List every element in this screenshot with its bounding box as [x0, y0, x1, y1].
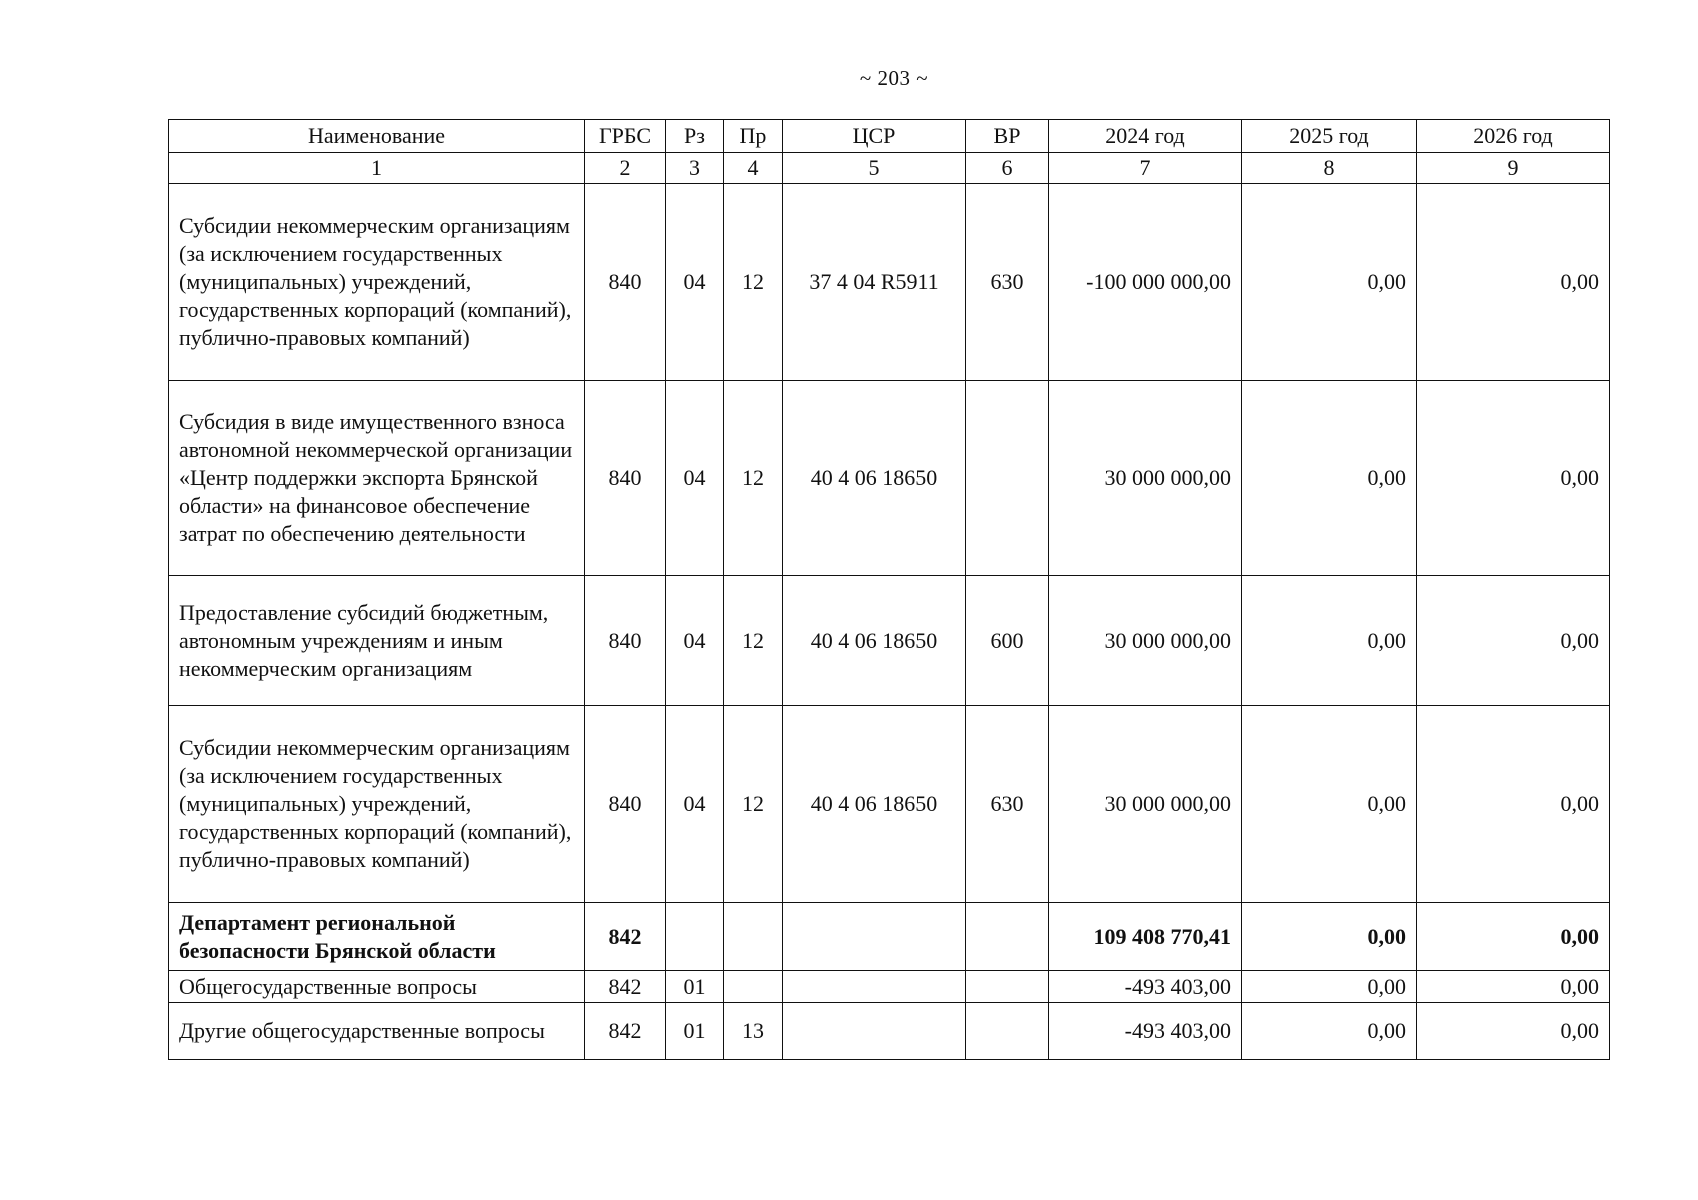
row-rz: 04: [666, 381, 724, 576]
row-grbs: 840: [585, 381, 666, 576]
row-name: Субсидии некоммерческим организациям (за исключением государственных (муниципальных) учреждений, государственных корпораций (компаний), публично-правовых компаний): [169, 706, 585, 903]
row-2024: -100 000 000,00: [1049, 184, 1242, 381]
row-2026: 0,00: [1417, 576, 1610, 706]
row-2025: 0,00: [1242, 576, 1417, 706]
row-pr: 12: [724, 576, 783, 706]
header-rz: Рз: [666, 120, 724, 153]
row-csr: 40 4 06 18650: [783, 381, 966, 576]
row-grbs: 842: [585, 971, 666, 1003]
row-csr: 40 4 06 18650: [783, 706, 966, 903]
row-pr: [724, 903, 783, 971]
row-name: Общегосударственные вопросы: [169, 971, 585, 1003]
header-name: Наименование: [169, 120, 585, 153]
table-row: [169, 706, 1610, 903]
row-2025: 0,00: [1242, 971, 1417, 1003]
row-vr: 600: [966, 576, 1049, 706]
column-number: 2: [585, 153, 666, 184]
column-number: 6: [966, 153, 1049, 184]
row-csr: [783, 903, 966, 971]
row-name: Предоставление субсидий бюджетным, автономным учреждениям и иным некоммерческим организациям: [169, 576, 585, 706]
row-name: Департамент региональной безопасности Брянской области: [169, 903, 585, 971]
column-number: 7: [1049, 153, 1242, 184]
column-number: 5: [783, 153, 966, 184]
column-number: 4: [724, 153, 783, 184]
row-vr: [966, 903, 1049, 971]
row-rz: 01: [666, 971, 724, 1003]
row-pr: [724, 971, 783, 1003]
row-csr: 37 4 04 R5911: [783, 184, 966, 381]
header-pr: Пр: [724, 120, 783, 153]
header-row: [169, 120, 1610, 153]
row-rz: 04: [666, 184, 724, 381]
header-2025: 2025 год: [1242, 120, 1417, 153]
row-2024: 109 408 770,41: [1049, 903, 1242, 971]
row-2024: -493 403,00: [1049, 1003, 1242, 1060]
table-row: [169, 184, 1610, 381]
row-pr: 12: [724, 184, 783, 381]
row-vr: 630: [966, 706, 1049, 903]
row-vr: [966, 971, 1049, 1003]
row-grbs: 840: [585, 184, 666, 381]
row-rz: 04: [666, 706, 724, 903]
row-csr: 40 4 06 18650: [783, 576, 966, 706]
row-2026: 0,00: [1417, 706, 1610, 903]
row-vr: [966, 381, 1049, 576]
row-2026: 0,00: [1417, 971, 1610, 1003]
budget-table: [168, 119, 1610, 1060]
header-csr: ЦСР: [783, 120, 966, 153]
row-name: Субсидия в виде имущественного взноса автономной некоммерческой организации «Центр поддержки экспорта Брянской области» на финансовое обеспечение затрат по обеспечению деятельности: [169, 381, 585, 576]
row-2024: 30 000 000,00: [1049, 706, 1242, 903]
row-2025: 0,00: [1242, 1003, 1417, 1060]
header-2024: 2024 год: [1049, 120, 1242, 153]
row-name: Другие общегосударственные вопросы: [169, 1003, 585, 1060]
row-csr: [783, 1003, 966, 1060]
row-grbs: 842: [585, 1003, 666, 1060]
row-pr: 12: [724, 706, 783, 903]
column-number: 9: [1417, 153, 1610, 184]
row-csr: [783, 971, 966, 1003]
table-row: [169, 903, 1610, 971]
column-number: 1: [169, 153, 585, 184]
page-number: ~ 203 ~: [859, 66, 929, 90]
row-rz: [666, 903, 724, 971]
column-number: 3: [666, 153, 724, 184]
row-2026: 0,00: [1417, 184, 1610, 381]
row-name: Субсидии некоммерческим организациям (за исключением государственных (муниципальных) учреждений, государственных корпораций (компаний), публично-правовых компаний): [169, 184, 585, 381]
header-2026: 2026 год: [1417, 120, 1610, 153]
row-2025: 0,00: [1242, 706, 1417, 903]
row-grbs: 840: [585, 576, 666, 706]
row-rz: 01: [666, 1003, 724, 1060]
column-number: 8: [1242, 153, 1417, 184]
row-2026: 0,00: [1417, 1003, 1610, 1060]
row-2024: 30 000 000,00: [1049, 576, 1242, 706]
column-number-row: [169, 153, 1610, 184]
row-2026: 0,00: [1417, 903, 1610, 971]
row-2024: 30 000 000,00: [1049, 381, 1242, 576]
row-grbs: 840: [585, 706, 666, 903]
table-row: [169, 576, 1610, 706]
header-grbs: ГРБС: [585, 120, 666, 153]
row-2025: 0,00: [1242, 381, 1417, 576]
row-2025: 0,00: [1242, 184, 1417, 381]
row-rz: 04: [666, 576, 724, 706]
row-pr: 12: [724, 381, 783, 576]
row-2025: 0,00: [1242, 903, 1417, 971]
row-vr: 630: [966, 184, 1049, 381]
table-row: [169, 1003, 1610, 1060]
row-2026: 0,00: [1417, 381, 1610, 576]
row-grbs: 842: [585, 903, 666, 971]
table-row: [169, 381, 1610, 576]
row-pr: 13: [724, 1003, 783, 1060]
table-row: [169, 971, 1610, 1003]
row-2024: -493 403,00: [1049, 971, 1242, 1003]
header-vr: ВР: [966, 120, 1049, 153]
row-vr: [966, 1003, 1049, 1060]
